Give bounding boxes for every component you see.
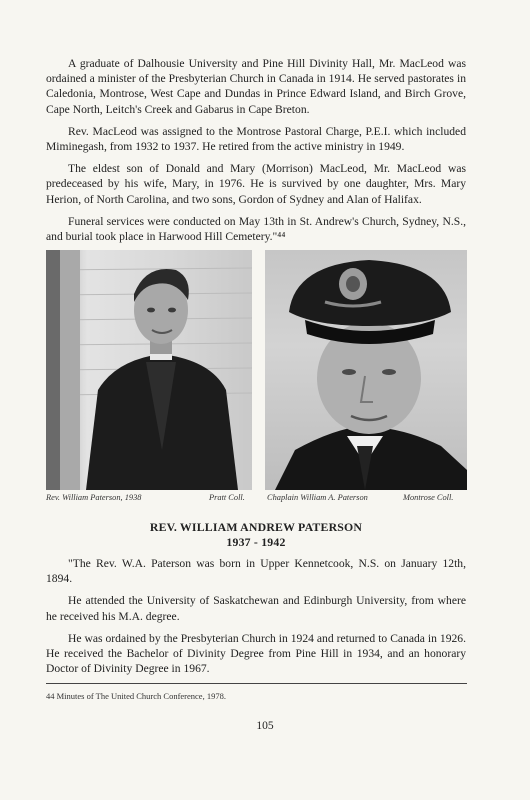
paragraph-funeral: Funeral services were conducted on May 13th in St. Andrew's Church, Sydney, N.S., and burial took place in Harwood Hill Cemetery."⁴⁴ <box>46 214 466 244</box>
caption-right-credit: Montrose Coll. <box>403 493 454 502</box>
section-heading <box>46 520 466 550</box>
bottom-text-block <box>46 556 466 683</box>
paragraph-birth: "The Rev. W.A. Paterson was born in Upper Kennetcook, N.S. on January 12th, 1894. <box>46 557 466 586</box>
heading-years: 1937 - 1942 <box>226 535 286 549</box>
photo-chaplain-william-paterson <box>265 250 467 490</box>
paragraph-family: The eldest son of Donald and Mary (Morrison) MacLeod, Mr. MacLeod was predeceased by his wife, Mary, in 1976. He is survived by one daughter, Mrs. Mary Herion, of North Carolina, and two sons, Gordon of Sydney and Alan of Halifax. <box>46 162 466 206</box>
heading-title: REV. WILLIAM ANDREW PATERSON <box>149 520 363 534</box>
footnote-divider <box>46 683 467 684</box>
paragraph-education: He attended the University of Saskatchewan and Edinburgh University, from where he received his M.A. degree. <box>46 594 466 623</box>
photo-rev-william-paterson <box>46 250 252 490</box>
caption-left-name: Rev. William Paterson, 1938 <box>46 493 142 502</box>
footnote: 44 Minutes of The United Church Conference, 1978. <box>46 691 226 701</box>
page-number: 105 <box>256 720 274 732</box>
caption-left-credit: Pratt Coll. <box>209 493 245 502</box>
paragraph-montrose-charge: Rev. MacLeod was assigned to the Montrose Pastoral Charge, P.E.I. which included Miminegash, from 1932 to 1937. He retired from the active ministry in 1949. <box>46 124 466 154</box>
paragraph-graduate: A graduate of Dalhousie University and Pine Hill Divinity Hall, Mr. MacLeod was ordained a minister of the Presbyterian Church in Canada in 1914. He served pastorates in Caledonia, Montrose, West Cape and Dundas in Prince Edward Island, and Birch Grove, Cape North, Leitch's Creek and Gabarus in Cape Breton. <box>46 57 466 116</box>
photo-row <box>46 250 467 510</box>
top-text-block <box>46 56 466 251</box>
paragraph-ordination: He was ordained by the Presbyterian Church in 1924 and returned to Canada in 1926. He received the Bachelor of Divinity Degree from Pine Hill in 1934, and an honorary Doctor of Divinity Degree in 1967. <box>46 631 466 676</box>
caption-right-name: Chaplain William A. Paterson <box>267 493 368 502</box>
